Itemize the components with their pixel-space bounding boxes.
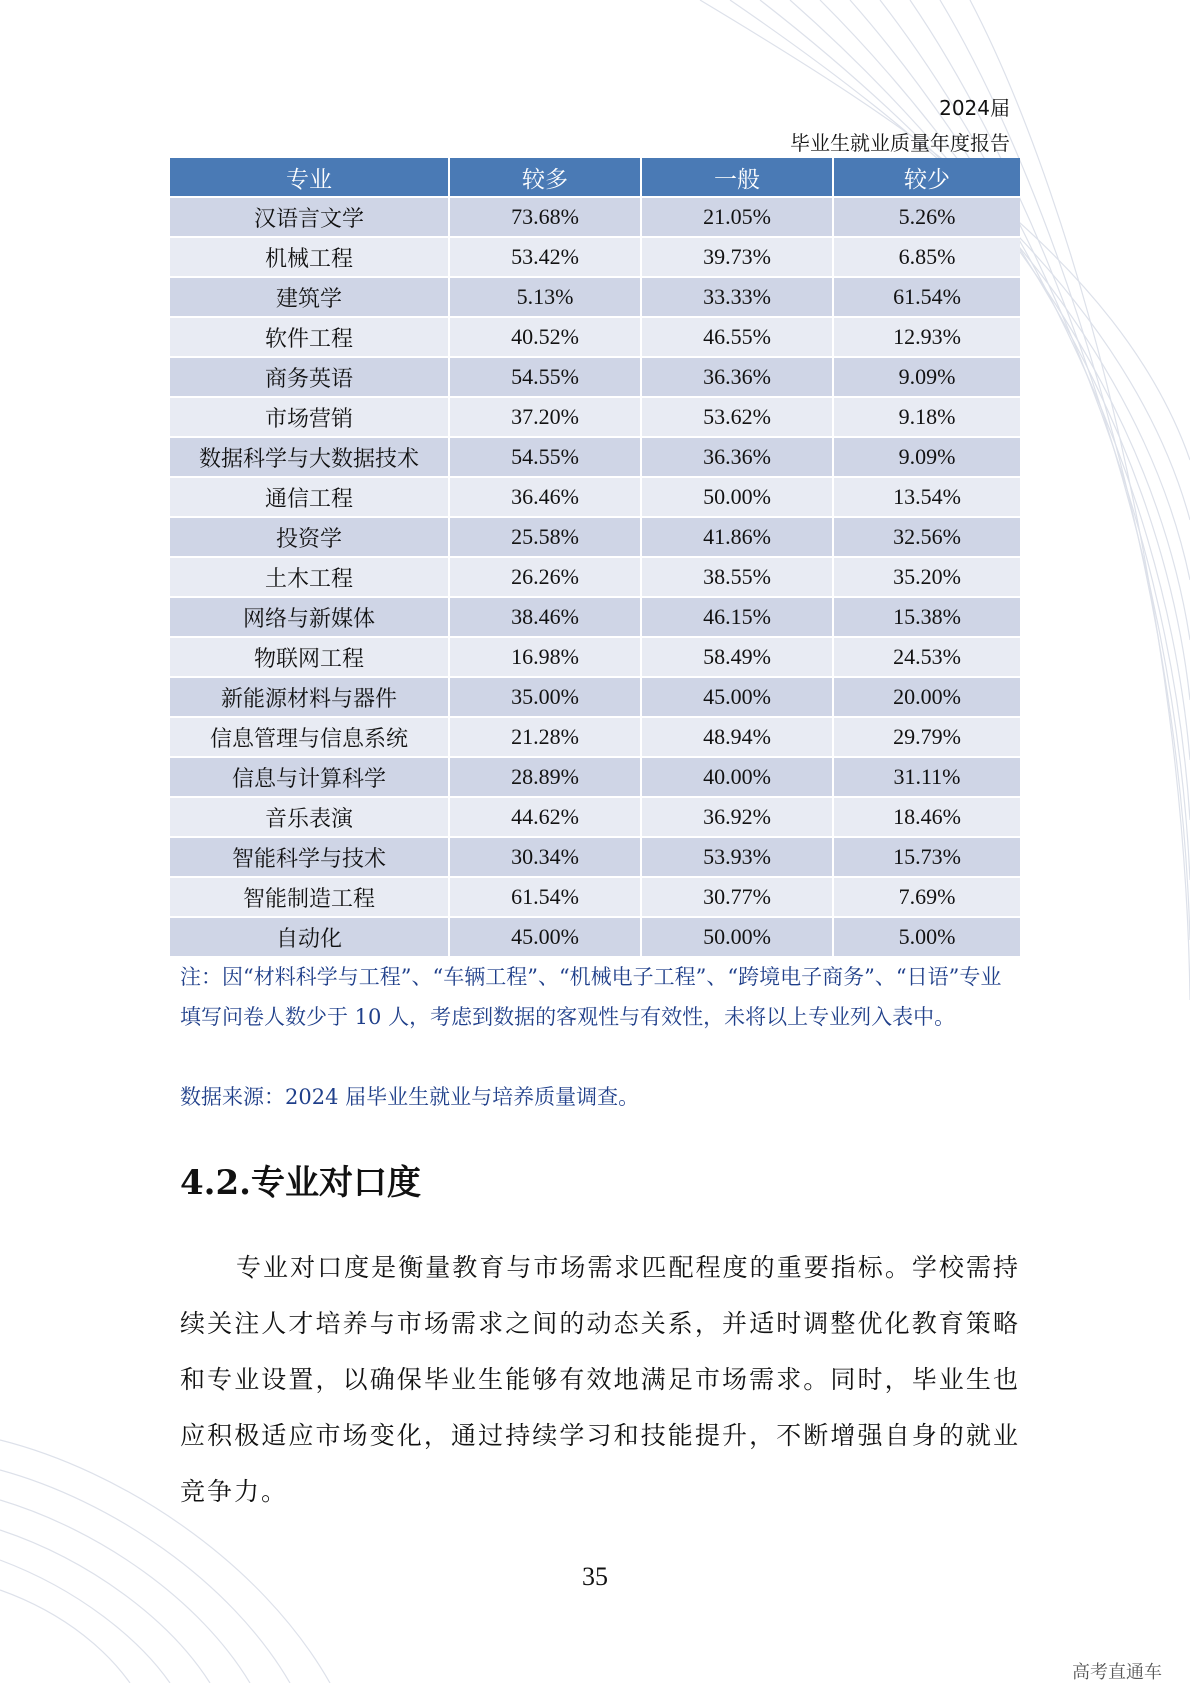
cell-more: 26.26% bbox=[450, 558, 642, 598]
section-heading: 4.2.专业对口度 bbox=[180, 1163, 421, 1203]
cell-major: 机械工程 bbox=[170, 238, 450, 278]
cell-more: 40.52% bbox=[450, 318, 642, 358]
body-paragraph: 专业对口度是衡量教育与市场需求匹配程度的重要指标。学校需持续关注人才培养与市场需求之间的动态关系，并适时调整优化教育策略和专业设置，以确保毕业生能够有效地满足市场需求。同时，毕业生也应积极适应市场变化，通过持续学习和技能提升，不断增强自身的就业竞争力。 bbox=[180, 1253, 1020, 1506]
cell-more: 37.20% bbox=[450, 398, 642, 438]
cell-average: 50.00% bbox=[642, 478, 834, 518]
cell-average: 46.55% bbox=[642, 318, 834, 358]
table-row bbox=[170, 358, 1020, 398]
table-row bbox=[170, 198, 1020, 238]
table-row bbox=[170, 798, 1020, 838]
cell-major: 音乐表演 bbox=[170, 798, 450, 838]
cell-less: 9.09% bbox=[834, 438, 1020, 478]
cell-more: 54.55% bbox=[450, 438, 642, 478]
cell-less: 7.69% bbox=[834, 878, 1020, 918]
cell-more: 54.55% bbox=[450, 358, 642, 398]
cell-more: 21.28% bbox=[450, 718, 642, 758]
cell-major: 土木工程 bbox=[170, 558, 450, 598]
cell-major: 汉语言文学 bbox=[170, 198, 450, 238]
table-row bbox=[170, 638, 1020, 678]
table-row bbox=[170, 438, 1020, 478]
table-row bbox=[170, 478, 1020, 518]
table-header-row bbox=[170, 158, 1020, 198]
cell-less: 29.79% bbox=[834, 718, 1020, 758]
cell-major: 商务英语 bbox=[170, 358, 450, 398]
cell-less: 20.00% bbox=[834, 678, 1020, 718]
cell-less: 61.54% bbox=[834, 278, 1020, 318]
cell-average: 58.49% bbox=[642, 638, 834, 678]
cell-more: 36.46% bbox=[450, 478, 642, 518]
cell-average: 46.15% bbox=[642, 598, 834, 638]
cell-major: 数据科学与大数据技术 bbox=[170, 438, 450, 478]
table-row bbox=[170, 918, 1020, 958]
cell-average: 40.00% bbox=[642, 758, 834, 798]
cell-more: 28.89% bbox=[450, 758, 642, 798]
cell-more: 73.68% bbox=[450, 198, 642, 238]
cell-major: 智能科学与技术 bbox=[170, 838, 450, 878]
table-row bbox=[170, 398, 1020, 438]
table-note: 注：因“材料科学与工程”、“车辆工程”、“机械电子工程”、“跨境电子商务”、“日语”专业填写问卷人数少于 10 人，考虑到数据的客观性与有效性，未将以上专业列入表中。 bbox=[180, 965, 1002, 1029]
cell-less: 15.73% bbox=[834, 838, 1020, 878]
data-source: 数据来源：2024 届毕业生就业与培养质量调查。 bbox=[180, 1085, 640, 1109]
cell-less: 13.54% bbox=[834, 478, 1020, 518]
cell-average: 53.93% bbox=[642, 838, 834, 878]
table-row bbox=[170, 558, 1020, 598]
column-header-more: 较多 bbox=[450, 158, 642, 198]
cell-major: 信息管理与信息系统 bbox=[170, 718, 450, 758]
cell-more: 61.54% bbox=[450, 878, 642, 918]
cell-more: 5.13% bbox=[450, 278, 642, 318]
cell-less: 32.56% bbox=[834, 518, 1020, 558]
cell-major: 通信工程 bbox=[170, 478, 450, 518]
table-row bbox=[170, 878, 1020, 918]
cell-average: 36.36% bbox=[642, 438, 834, 478]
cell-less: 35.20% bbox=[834, 558, 1020, 598]
cell-major: 软件工程 bbox=[170, 318, 450, 358]
table-row bbox=[170, 598, 1020, 638]
cell-average: 53.62% bbox=[642, 398, 834, 438]
cell-average: 50.00% bbox=[642, 918, 834, 958]
running-header-year: 2024届 bbox=[939, 96, 1010, 120]
cell-average: 38.55% bbox=[642, 558, 834, 598]
cell-average: 36.36% bbox=[642, 358, 834, 398]
cell-more: 30.34% bbox=[450, 838, 642, 878]
cell-major: 市场营销 bbox=[170, 398, 450, 438]
column-header-average: 一般 bbox=[642, 158, 834, 198]
cell-average: 30.77% bbox=[642, 878, 834, 918]
cell-major: 网络与新媒体 bbox=[170, 598, 450, 638]
table-row bbox=[170, 758, 1020, 798]
table-row bbox=[170, 278, 1020, 318]
cell-less: 15.38% bbox=[834, 598, 1020, 638]
cell-more: 16.98% bbox=[450, 638, 642, 678]
cell-less: 18.46% bbox=[834, 798, 1020, 838]
cell-major: 信息与计算科学 bbox=[170, 758, 450, 798]
cell-average: 33.33% bbox=[642, 278, 834, 318]
cell-average: 21.05% bbox=[642, 198, 834, 238]
cell-less: 5.00% bbox=[834, 918, 1020, 958]
table-row bbox=[170, 718, 1020, 758]
cell-major: 智能制造工程 bbox=[170, 878, 450, 918]
cell-less: 24.53% bbox=[834, 638, 1020, 678]
cell-major: 自动化 bbox=[170, 918, 450, 958]
column-header-major: 专业 bbox=[170, 158, 450, 198]
cell-more: 38.46% bbox=[450, 598, 642, 638]
table-row bbox=[170, 318, 1020, 358]
running-header-title: 毕业生就业质量年度报告 bbox=[790, 131, 1010, 155]
table-row bbox=[170, 238, 1020, 278]
table-row bbox=[170, 678, 1020, 718]
cell-less: 12.93% bbox=[834, 318, 1020, 358]
cell-major: 建筑学 bbox=[170, 278, 450, 318]
cell-less: 5.26% bbox=[834, 198, 1020, 238]
cell-more: 53.42% bbox=[450, 238, 642, 278]
cell-average: 45.00% bbox=[642, 678, 834, 718]
cell-less: 9.09% bbox=[834, 358, 1020, 398]
cell-more: 35.00% bbox=[450, 678, 642, 718]
cell-less: 9.18% bbox=[834, 398, 1020, 438]
table-row bbox=[170, 838, 1020, 878]
cell-less: 6.85% bbox=[834, 238, 1020, 278]
cell-major: 物联网工程 bbox=[170, 638, 450, 678]
cell-more: 25.58% bbox=[450, 518, 642, 558]
column-header-less: 较少 bbox=[834, 158, 1020, 198]
page-number: 35 bbox=[582, 1562, 608, 1591]
cell-major: 投资学 bbox=[170, 518, 450, 558]
cell-more: 45.00% bbox=[450, 918, 642, 958]
cell-major: 新能源材料与器件 bbox=[170, 678, 450, 718]
table-row bbox=[170, 518, 1020, 558]
cell-average: 48.94% bbox=[642, 718, 834, 758]
watermark: 高考直通车 bbox=[1072, 1662, 1162, 1683]
cell-average: 41.86% bbox=[642, 518, 834, 558]
major-distribution-table bbox=[170, 158, 1020, 958]
cell-average: 36.92% bbox=[642, 798, 834, 838]
cell-less: 31.11% bbox=[834, 758, 1020, 798]
cell-more: 44.62% bbox=[450, 798, 642, 838]
cell-average: 39.73% bbox=[642, 238, 834, 278]
